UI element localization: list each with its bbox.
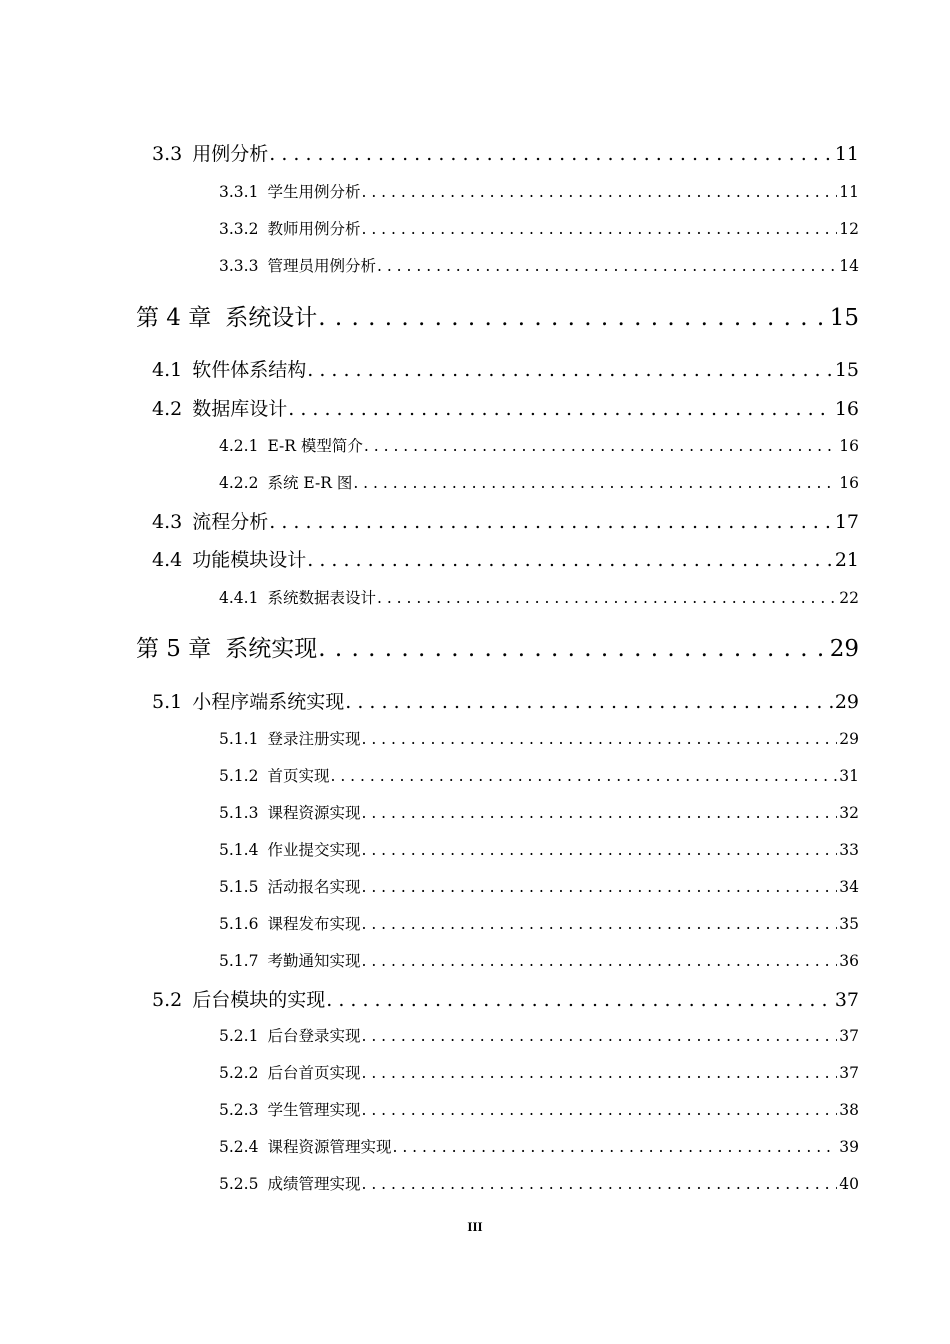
toc-title: 后台首页实现 [267,1064,361,1082]
page-number-footer: III [467,1219,483,1234]
toc-number: 5.2 [152,989,183,1011]
toc-entry-5-1[interactable] [152,687,859,714]
toc-title: 软件体系结构 [192,359,307,381]
toc-title: 系统实现 [225,636,318,662]
toc-title: 考勤通知实现 [267,952,361,970]
toc-entry-4-2-1[interactable] [219,434,859,456]
toc-number: 5.2.3 [219,1101,259,1119]
dot-leader [288,398,833,420]
dot-leader [307,549,833,571]
toc-number: 4.1 [152,359,183,381]
dot-leader [361,183,837,201]
toc-number: 4.3 [152,511,183,533]
toc-entry-3-3-1[interactable] [219,180,859,202]
dot-leader [361,878,837,896]
toc-title: 流程分析 [192,511,269,533]
toc-title: 课程资源实现 [267,804,361,822]
toc-entry-4-2[interactable] [152,394,859,421]
toc-entry-5-1-5[interactable] [219,875,859,897]
toc-page: 22 [839,589,859,607]
dot-leader [361,1064,837,1082]
toc-number: 5.2.5 [219,1175,259,1193]
toc-entry-5-1-7[interactable] [219,949,859,971]
toc-entry-4-4-1[interactable] [219,586,859,608]
toc-number: 3.3.3 [219,257,259,275]
toc-page: 31 [839,767,859,785]
dot-leader [330,767,837,785]
toc-number: 5.1.5 [219,878,259,896]
toc-page: 35 [839,915,859,933]
toc-entry-5-1-6[interactable] [219,912,859,934]
toc-page: 14 [839,257,859,275]
dot-leader [326,989,833,1011]
toc-title: 课程发布实现 [267,915,361,933]
toc-number: 4.2.1 [219,437,259,455]
dot-leader [361,915,837,933]
toc-number: 5.1.1 [219,730,259,748]
toc-number: 5.1.6 [219,915,259,933]
dot-leader [318,636,827,662]
toc-page: 37 [839,1027,859,1045]
toc-page: 16 [834,398,859,420]
toc-entry-4-3[interactable] [152,507,859,534]
toc-title: 课程资源管理实现 [267,1138,392,1156]
toc-title: E-R 模型简介 [267,437,363,455]
toc-title: 数据库设计 [192,398,288,420]
toc-number: 4.2.2 [219,474,259,492]
dot-leader [364,437,837,455]
toc-page: 17 [834,511,859,533]
toc-page: 34 [839,878,859,896]
toc-entry-4-4[interactable] [152,545,859,572]
toc-page: 33 [839,841,859,859]
dot-leader [361,730,837,748]
toc-title: 系统设计 [225,305,318,331]
toc-page: 15 [834,359,859,381]
toc-title: 功能模块设计 [192,549,307,571]
toc-page: 21 [834,549,859,571]
toc-page: 39 [839,1138,859,1156]
toc-page: 29 [839,730,859,748]
toc-page: 36 [839,952,859,970]
dot-leader [377,257,837,275]
dot-leader [269,143,833,165]
toc-entry-5-2-2[interactable] [219,1061,859,1083]
toc-entry-5-1-2[interactable] [219,764,859,786]
toc-page: 38 [839,1101,859,1119]
dot-leader [361,220,837,238]
dot-leader [392,1138,837,1156]
toc-number: 5.1.7 [219,952,259,970]
toc-number: 3.3.2 [219,220,259,238]
toc-title: 学生管理实现 [267,1101,361,1119]
toc-entry-3-3[interactable] [152,139,859,166]
toc-number: 第 4 章 [136,305,212,331]
toc-entry-4-1[interactable] [152,355,859,382]
toc-title: 用例分析 [192,143,269,165]
toc-title: 作业提交实现 [267,841,361,859]
toc-entry-3-3-2[interactable] [219,217,859,239]
toc-number: 5.1.2 [219,767,259,785]
toc-title: 学生用例分析 [267,183,361,201]
toc-title: 后台模块的实现 [192,989,326,1011]
toc-page: 11 [839,183,859,201]
toc-number: 4.2 [152,398,183,420]
dot-leader [269,511,833,533]
toc-page: 15 [829,305,859,331]
toc-page: 11 [834,143,859,165]
toc-entry-5-2-1[interactable] [219,1024,859,1046]
dot-leader [361,1027,837,1045]
toc-page: 37 [839,1064,859,1082]
toc-entry-3-3-3[interactable] [219,254,859,276]
toc-entry-5-2-3[interactable] [219,1098,859,1120]
toc-number: 第 5 章 [136,636,212,662]
toc-title: 小程序端系统实现 [192,691,345,713]
dot-leader [361,804,837,822]
toc-title: 系统数据表设计 [267,589,376,607]
toc-entry-5-1-1[interactable] [219,727,859,749]
toc-number: 5.1.3 [219,804,259,822]
toc-entry-chapter-5[interactable] [136,630,859,663]
dot-leader [377,589,837,607]
dot-leader [318,305,827,331]
toc-title: 成绩管理实现 [267,1175,361,1193]
toc-number: 3.3.1 [219,183,259,201]
toc-entry-4-2-2[interactable] [219,471,859,493]
dot-leader [345,691,833,713]
toc-page: 29 [834,691,859,713]
toc-page: 37 [834,989,859,1011]
toc-entry-5-1-4[interactable] [219,838,859,860]
toc-entry-5-2-4[interactable] [219,1135,859,1157]
toc-page: 32 [839,804,859,822]
dot-leader [361,952,837,970]
toc-number: 5.2.2 [219,1064,259,1082]
toc-title: 系统 E-R 图 [267,474,353,492]
toc-page: 29 [829,636,859,662]
toc-entry-5-1-3[interactable] [219,801,859,823]
toc-number: 5.2.4 [219,1138,259,1156]
toc-page: 16 [839,474,859,492]
dot-leader [353,474,837,492]
dot-leader [361,1175,837,1193]
toc-title: 后台登录实现 [267,1027,361,1045]
toc-entry-chapter-4[interactable] [136,299,859,332]
toc-number: 5.1.4 [219,841,259,859]
toc-entry-5-2-5[interactable] [219,1172,859,1194]
dot-leader [361,841,837,859]
toc-number: 4.4.1 [219,589,259,607]
dot-leader [361,1101,837,1119]
toc-number: 3.3 [152,143,183,165]
toc-number: 4.4 [152,549,183,571]
dot-leader [307,359,833,381]
toc-page: 16 [839,437,859,455]
toc-page: 12 [839,220,859,238]
toc-number: 5.2.1 [219,1027,259,1045]
toc-page: 40 [839,1175,859,1193]
toc-title: 首页实现 [267,767,330,785]
toc-title: 活动报名实现 [267,878,361,896]
toc-title: 教师用例分析 [267,220,361,238]
toc-number: 5.1 [152,691,183,713]
toc-entry-5-2[interactable] [152,985,859,1012]
toc-title: 管理员用例分析 [267,257,376,275]
toc-title: 登录注册实现 [267,730,361,748]
